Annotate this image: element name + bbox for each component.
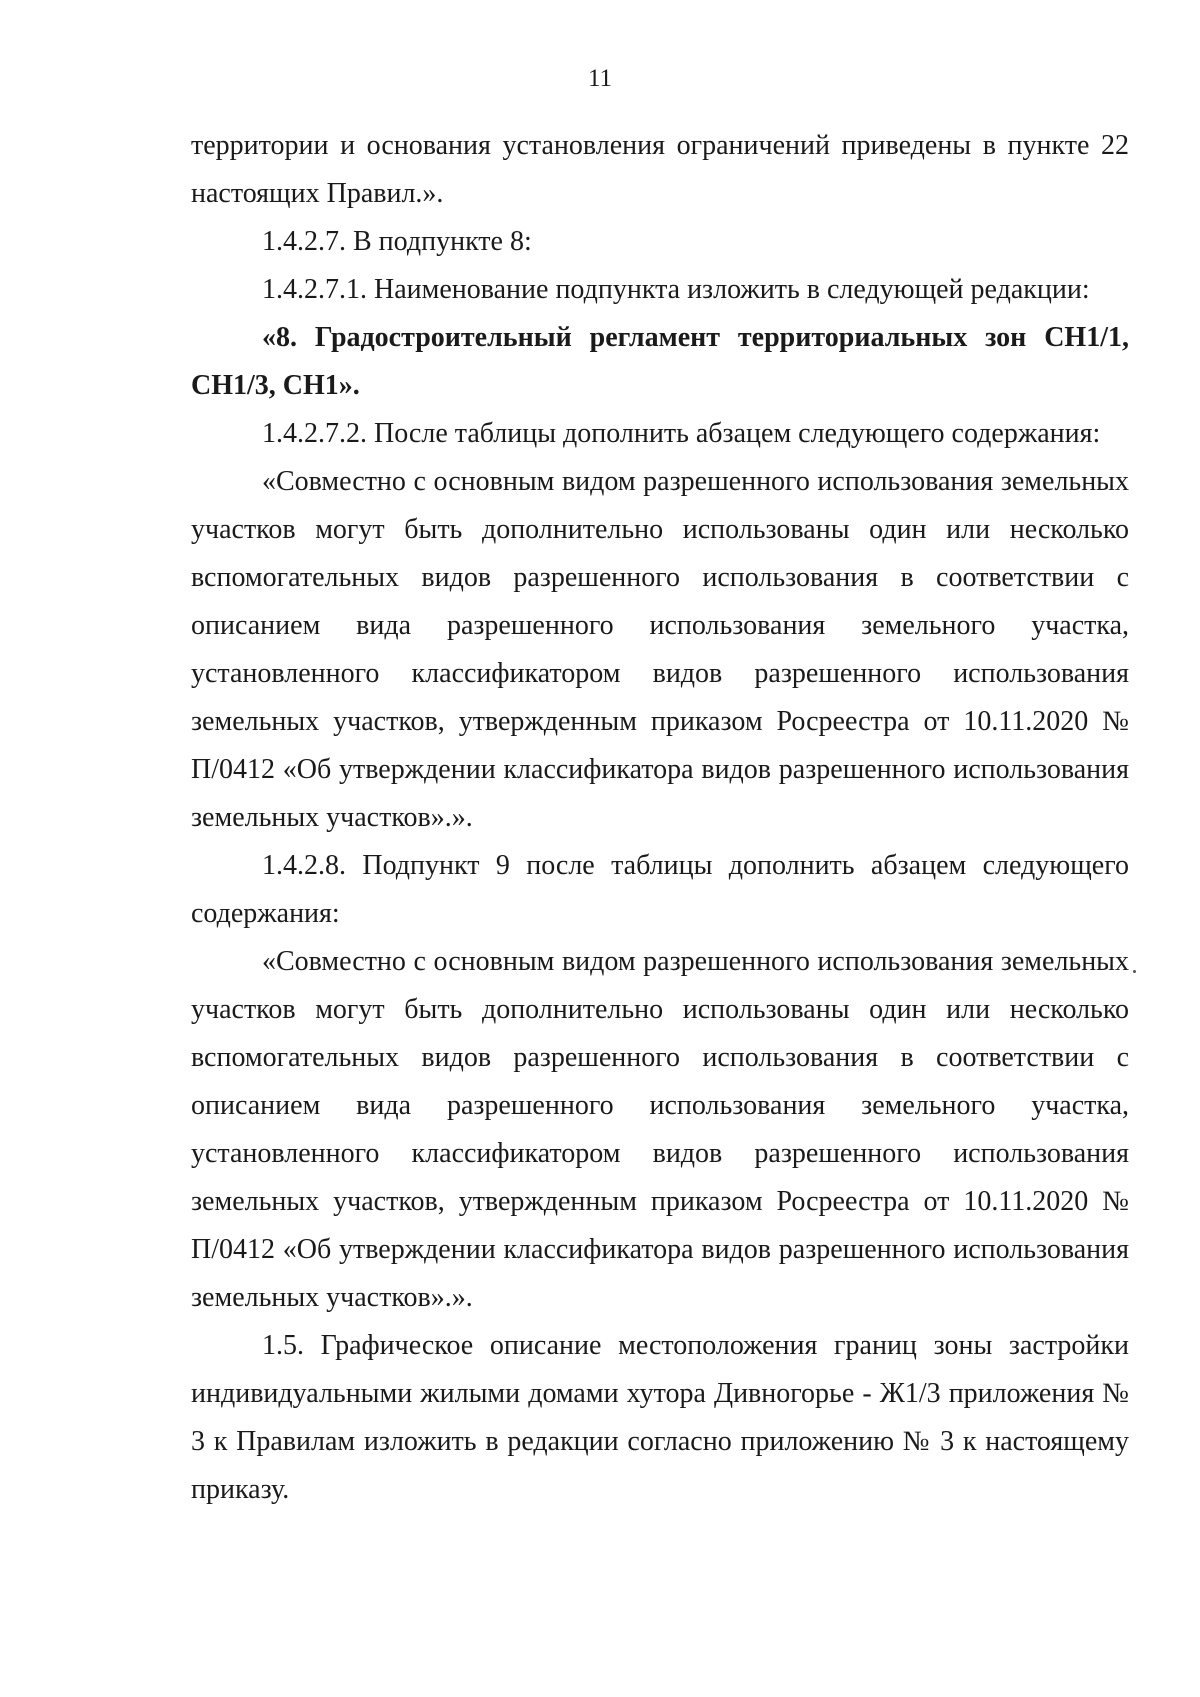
quoted-paragraph-2: «Совместно с основным видом разрешенного использования земельных участков могут быть дополнительно использованы один или несколько вспомогательных видов разрешенного использования в соответствии с описанием вида разрешенного использования земельного участка, установленного классификатором видов разрешенного использования земельных участков, утвержденным приказом Росреестра от 10.11.2020 № П/0412 «Об утверждении классификатора видов разрешенного использования земельных участков».».	[191, 946, 1129, 1313]
quoted-paragraph-1: «Совместно с основным видом разрешенного использования земельных участков могут быть дополнительно использованы один или несколько вспомогательных видов разрешенного использования в соответствии с описанием вида разрешенного использования земельного участка, установленного классификатором видов разрешенного использования земельных участков, утвержденным приказом Росреестра от 10.11.2020 № П/0412 «Об утверждении классификатора видов разрешенного использования земельных участков».».	[191, 466, 1129, 833]
paragraph-1-4-2-7-2: 1.4.2.7.2. После таблицы дополнить абзацем следующего содержания:	[262, 418, 1101, 449]
paragraph-1-4-2-7: 1.4.2.7. В подпункте 8:	[262, 226, 532, 257]
paragraph-1-4-2-8: 1.4.2.8. Подпункт 9 после таблицы дополнить абзацем следующего содержания:	[191, 850, 1129, 929]
document-body	[191, 122, 1129, 1514]
paragraph-1-5: 1.5. Графическое описание местоположения границ зоны застройки индивидуальными жилыми домами хутора Дивногорье - Ж1/3 приложения № 3 к Правилам изложить в редакции согласно приложению № 3 к настоящему приказу.	[191, 1330, 1129, 1505]
paragraph-continuation: территории и основания установления ограничений приведены в пункте 22 настоящих Правил.».	[191, 130, 1129, 209]
subsection-heading: «8. Градостроительный регламент территориальных зон СН1/1, СН1/3, СН1».	[191, 322, 1129, 401]
page-number: 11	[587, 65, 613, 92]
paragraph-1-4-2-7-1: 1.4.2.7.1. Наименование подпункта изложить в следующей редакции:	[262, 274, 1090, 305]
scan-speck	[1133, 970, 1136, 973]
